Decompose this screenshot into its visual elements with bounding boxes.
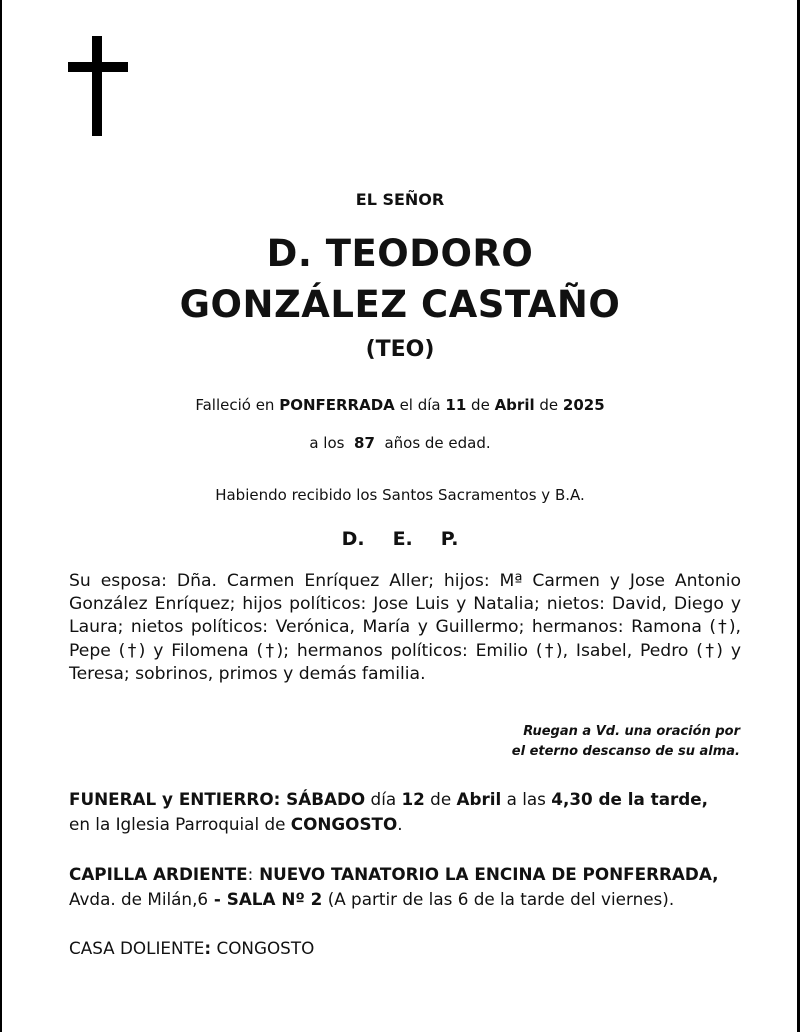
death-year: 2025: [562, 396, 605, 414]
dep-abbreviation: D. E. P.: [341, 528, 459, 550]
cross-icon: [68, 36, 128, 136]
capilla-info: CAPILLA ARDIENTE: NUEVO TANATORIO LA ENCINA DE PONFERRADA, Avda. de Milán,6 - SALA Nº 2 (A partir de las 6 de la tarde del viernes).: [69, 864, 719, 909]
death-day: 11: [445, 396, 467, 414]
family-text: Su esposa: Dña. Carmen Enríquez Aller; hijos: Mª Carmen y Jose Antonio González Enríquez; hijos políticos: Jose Luis y Natalia; nietos: David, Diego y Laura; nietos políticos: Verónica, María y Guillermo; hermanos: Ramona (†), Pepe (†) y Filomena (†); hermanos políticos: Emilio (†), Isabel, Pedro (†) y Teresa; sobrinos, primos y demás familia.: [69, 571, 741, 684]
sacraments-text: Habiendo recibido los Santos Sacramentos y B.A.: [215, 486, 585, 504]
casa-doliente-info: CASA DOLIENTE: CONGOSTO: [69, 938, 315, 958]
death-place: PONFERRADA: [279, 396, 395, 414]
age-info: a los 87 años de edad.: [309, 434, 491, 452]
death-month: Abril: [494, 396, 535, 414]
honorific: EL SEÑOR: [355, 190, 445, 209]
deceased-nickname: (TEO): [365, 337, 435, 362]
prayer-request: Ruegan a Vd. una oración por el eterno descanso de su alma.: [511, 724, 740, 759]
page-border-left: [0, 0, 2, 1032]
funeral-info: FUNERAL y ENTIERRO: SÁBADO día 12 de Abril a las 4,30 de la tarde, en la Iglesia Parroquial de CONGOSTO.: [69, 789, 709, 834]
death-info: Falleció en PONFERRADA el día 11 de Abril de 2025: [195, 396, 605, 414]
age-value: 87: [354, 434, 375, 452]
deceased-name-line1: D. TEODORO: [266, 232, 534, 275]
deceased-name-line2: GONZÁLEZ CASTAÑO: [179, 283, 621, 326]
